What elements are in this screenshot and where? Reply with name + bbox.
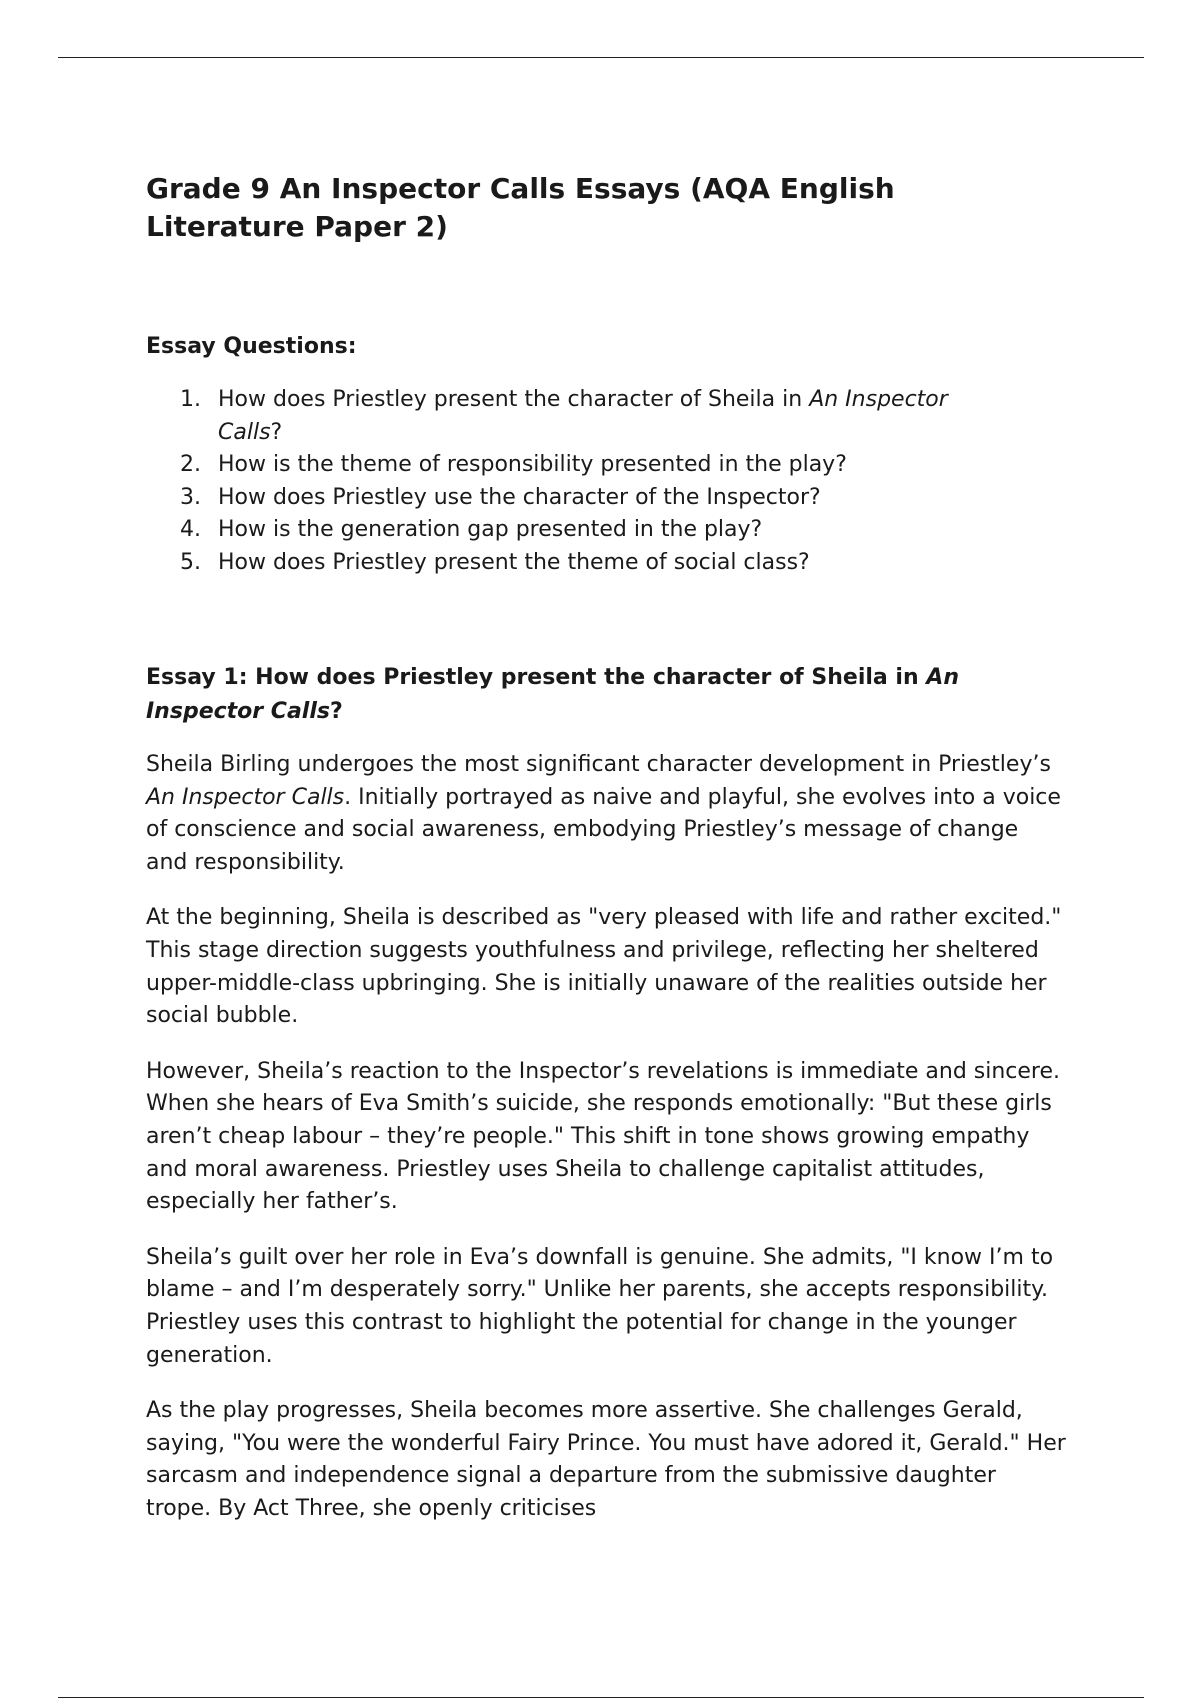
question-number: 1. (180, 387, 201, 412)
essay-1-body (146, 749, 1066, 1525)
document-content (146, 170, 1066, 1525)
question-item (146, 384, 1018, 449)
essay-heading-text: Essay 1: How does Priestley present the character of Sheila in (146, 665, 927, 690)
paragraph-text: Sheila Birling undergoes the most significant character development in Priestley’s (146, 752, 1051, 777)
question-item (146, 514, 1018, 547)
question-number: 3. (180, 484, 201, 510)
question-item (146, 449, 1018, 482)
question-number: 5. (180, 549, 201, 575)
questions-heading: Essay Questions: (146, 334, 357, 359)
paragraph-text-cont: . Initially portrayed as naive and playful, she evolves into a voice of conscience and social awareness, embodying Priestley’s message of change and responsibility. (146, 784, 1061, 875)
essay-1-heading (146, 661, 1066, 729)
essay-heading-end: ? (329, 699, 343, 724)
document-title: Grade 9 An Inspector Calls Essays (AQA English Literature Paper 2) (146, 172, 895, 243)
question-text: How does Priestley use the character of the Inspector? (218, 484, 821, 510)
paragraph-italic-title: An Inspector Calls (146, 784, 345, 810)
essay-heading-italic: An Inspector Calls (146, 665, 959, 724)
question-number: 2. (180, 452, 201, 477)
question-text-end: ? (270, 419, 283, 445)
question-text: How does Priestley present the character of Sheila in (218, 387, 810, 412)
question-item (146, 547, 1018, 580)
essay-paragraph-4: Sheila’s guilt over her role in Eva’s downfall is genuine. She admits, "I know I’m to blame – and I’m desperately sorry." Unlike her parents, she accepts responsibility. Priestley uses this contrast to highlight the potential for change in the younger generation. (146, 1244, 1054, 1368)
question-number: 4. (180, 517, 201, 542)
bottom-rule (58, 1697, 1144, 1698)
question-item (146, 482, 1018, 515)
question-text: How is the theme of responsibility presented in the play? (218, 452, 847, 477)
question-list (146, 384, 1066, 579)
essay-paragraph-5: As the play progresses, Sheila becomes more assertive. She challenges Gerald, saying, "You were the wonderful Fairy Prince. You must have adored it, Gerald." Her sarcasm and independence signal a departure from the submissive daughter trope. By Act Three, she openly criticises (146, 1398, 1066, 1521)
question-italic-title: An Inspector Calls (218, 387, 948, 445)
question-text: How is the generation gap presented in the play? (218, 517, 763, 542)
question-text: How does Priestley present the theme of social class? (218, 549, 810, 575)
essay-paragraph-2: At the beginning, Sheila is described as "very pleased with life and rather excited." This stage direction suggests youthfulness and privilege, reflecting her sheltered upper-middle-class upbringing. She is initially unaware of the realities outside her social bubble. (146, 905, 1062, 1029)
essay-paragraph-1 (146, 749, 1066, 879)
top-rule (58, 57, 1144, 58)
essay-paragraph-3: However, Sheila’s reaction to the Inspector’s revelations is immediate and sincere. When she hears of Eva Smith’s suicide, she responds emotionally: "But these girls aren’t cheap labour – they’re people." This shift in tone shows growing empathy and moral awareness. Priestley uses Sheila to challenge capitalist attitudes, especially her father’s. (146, 1058, 1061, 1215)
